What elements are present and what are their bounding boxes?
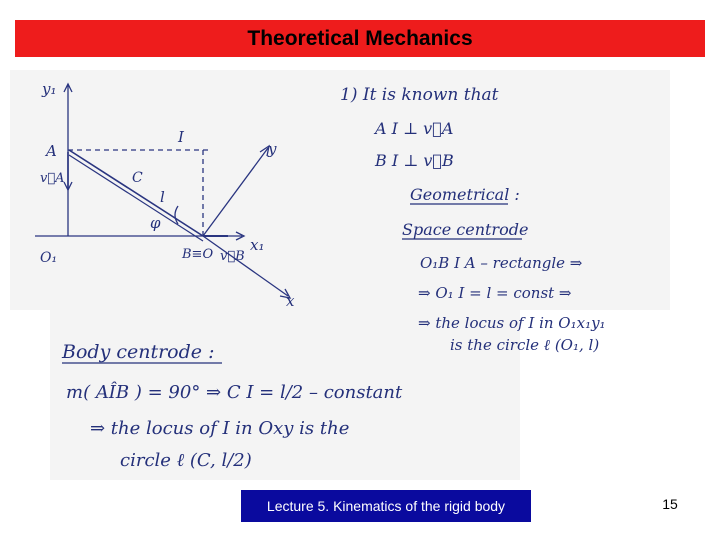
handwritten-notes [10, 70, 670, 480]
body-centrode-heading: Body centrode : [62, 341, 215, 363]
label-va: v⃗A [40, 171, 65, 186]
label-a: A [46, 142, 57, 160]
note-line-2: A I ⊥ v⃗A [375, 119, 454, 138]
label-y: y [268, 140, 277, 158]
label-phi: φ [150, 214, 161, 232]
body-line-2: ⇒ the locus of I in Oxy is the [90, 418, 350, 439]
label-x1: x₁ [250, 236, 265, 254]
body-line-1: m( AÎB ) = 90° ⇒ C I = l/2 – constant [66, 382, 403, 403]
note-space-centrode: Space centrode [402, 220, 529, 239]
note-line-3: B I ⊥ v⃗B [375, 151, 454, 170]
body-line-3: circle ℓ (C, l/2) [120, 450, 252, 471]
note-geometrical: Geometrical : [410, 185, 520, 204]
note-line-9: is the circle ℓ (O₁, l) [450, 336, 600, 354]
footer-text: Lecture 5. Kinematics of the rigid body [266, 498, 506, 514]
scan-background-top [10, 70, 670, 310]
slide-title: Theoretical Mechanics [247, 26, 473, 50]
footer-box [241, 490, 531, 522]
label-b: B≡O [182, 247, 214, 262]
note-line-7: ⇒ O₁ I = l = const ⇒ [418, 284, 572, 302]
label-vb: v⃗B [220, 249, 245, 264]
page-number: 15 [662, 496, 678, 512]
note-line-6: O₁B I A – rectangle ⇒ [420, 254, 583, 272]
label-y1: y₁ [42, 80, 57, 98]
note-line-8: ⇒ the locus of I in O₁x₁y₁ [418, 314, 606, 332]
title-bar [15, 20, 705, 57]
label-l: l [160, 188, 165, 206]
label-o1: O₁ [40, 250, 58, 266]
label-i: I [178, 128, 184, 146]
note-line-1: 1) It is known that [340, 85, 499, 105]
label-x: x [286, 292, 295, 310]
label-c: C [132, 170, 143, 186]
